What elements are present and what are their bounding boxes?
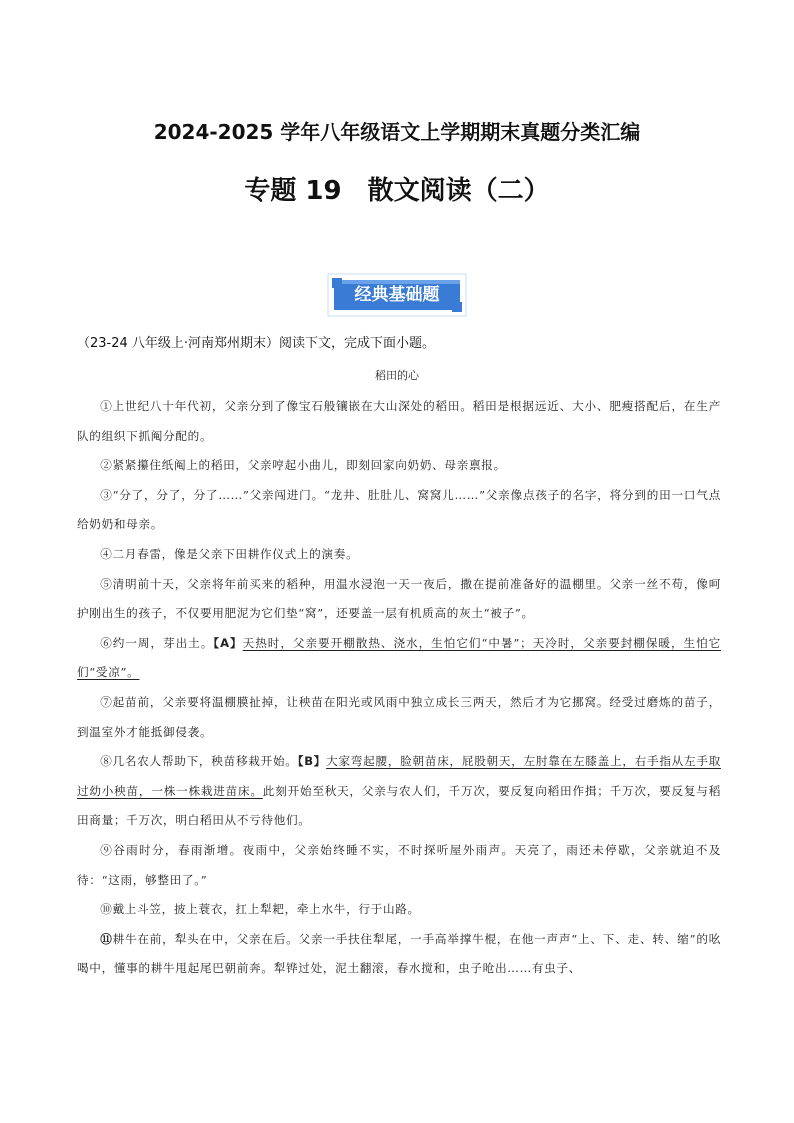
paragraph-6	[77, 629, 721, 688]
essay-title: 稻田的心	[375, 369, 419, 382]
paragraph-8	[77, 747, 721, 836]
paragraph-8-lead: ⑧几名农人帮助下，秧苗移栽开始。	[100, 754, 298, 769]
paragraph-5: ⑤清明前十天，父亲将年前买来的稻种，用温水浸泡一天一夜后，撒在提前准备好的温棚里。父亲一丝不苟，像呵护刚出生的孩子，不仅要用肥泥为它们垫“窝”，还要盖一层有机质高的灰土“被子”。	[77, 576, 721, 621]
question-source: （23-24 八年级上·河南郑州期末）阅读下文，完成下面小题。	[77, 336, 436, 351]
marker-a: 【A】	[213, 635, 243, 650]
underlined-sentence-a: 天热时，父亲要开棚散热、浇水，生怕它们“中暑”；天冷时，父亲要封棚保暖，生怕它们“受凉”。	[77, 635, 721, 680]
paragraph-6-lead: ⑥约一周，芽出土。	[100, 635, 214, 650]
paragraph-7: ⑦起苗前，父亲要将温棚膜扯掉，让秧苗在阳光或风雨中独立成长三两天，然后才为它挪窝。经受过磨炼的苗子，到温室外才能抵御侵袭。	[77, 694, 721, 739]
paragraph-4: ④二月春雷，像是父亲下田耕作仪式上的演奏。	[100, 546, 359, 561]
paragraph-10: ⑩戴上斗笠，披上蓑衣，扛上犁耙，牵上水牛，行于山路。	[100, 902, 420, 917]
section-badge-label: 经典基础题	[354, 285, 440, 305]
paragraph-8-rest: 此刻开始至秋天，父亲与农人们，千万次，要反复向稻田作揖；千万次，要反复与稻田商量；千万次，明白稻田从不亏待他们。	[77, 783, 721, 828]
essay-body	[77, 392, 721, 984]
paragraph-11-number: ⑪	[100, 931, 113, 946]
paragraph-3: ③“分了，分了，分了……”父亲闯进门。“龙井、肚肚儿、窝窝儿……”父亲像点孩子的名字，将分到的田一口气点给奶奶和母亲。	[77, 487, 721, 532]
paragraph-11	[77, 925, 721, 984]
paragraph-1: ①上世纪八十年代初，父亲分到了像宝石般镶嵌在大山深处的稻田。稻田是根据远近、大小、肥瘦搭配后，在生产队的组织下抓阄分配的。	[77, 399, 721, 443]
topic-title: 专题 19 散文阅读（二）	[244, 176, 550, 206]
underlined-sentence-b: 大家弯起腰，脸朝苗床，屁股朝天，左肘靠在左膝盖上，右手指从左手取过幼小秧苗，一株一株栽进苗床。	[77, 754, 722, 798]
document-title: 2024-2025 学年八年级语文上学期期末真题分类汇编	[153, 120, 641, 144]
paragraph-9: ⑨谷雨时分，春雨渐增。夜雨中，父亲始终睡不实，不时探听屋外雨声。天亮了，雨还未停歇，父亲就迫不及待：“这雨，够整田了。”	[77, 842, 721, 887]
paragraph-2: ②紧紧攥住纸阄上的稻田，父亲哼起小曲儿，即刻回家向奶奶、母亲禀报。	[100, 458, 506, 473]
section-badge	[326, 272, 468, 318]
paragraph-11-text: 耕牛在前，犁头在中，父亲在后。父亲一手扶住犁尾，一手高举撑牛棍，在他一声声“上、下、走、转、缩”的吆喝中，懂事的耕牛甩起尾巴朝前奔。犁铧过处，泥土翻滚，春水搅和，虫子呛出……有虫子、	[77, 931, 722, 976]
marker-b: 【B】	[297, 754, 327, 769]
